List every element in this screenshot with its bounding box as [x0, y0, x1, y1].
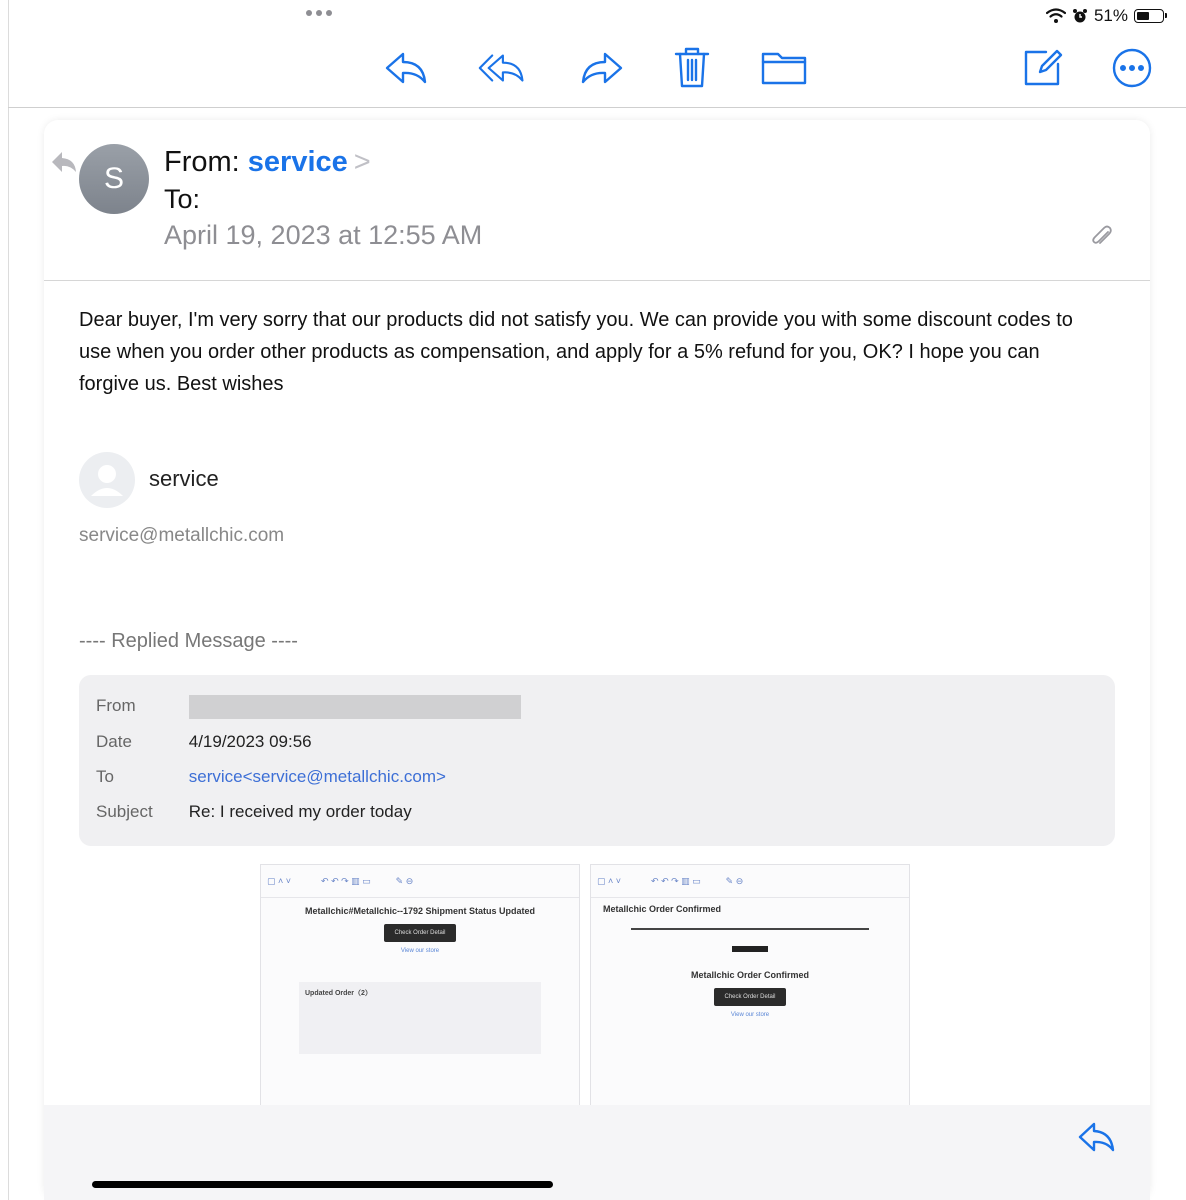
signature-name: service — [149, 466, 219, 491]
person-icon — [79, 452, 135, 508]
more-icon — [1110, 46, 1154, 90]
forward-button[interactable] — [578, 44, 626, 92]
message-date: April 19, 2023 at 12:55 AM — [164, 220, 483, 250]
mini-link: View our store — [400, 948, 440, 954]
toolbar-divider — [8, 107, 1186, 108]
header-divider — [44, 280, 1150, 281]
attachment-icon — [1090, 224, 1114, 250]
message-body: Dear buyer, I'm very sorry that our products did not satisfy you. We can provide you with some discount codes to use when you order other products as compensation, and apply for a 5% refund for you, OK? I hope you can forgive us. Best wishes — [79, 309, 1073, 395]
chevron-right-icon[interactable]: > — [353, 146, 371, 178]
mini-header: Metallchic Order Confirmed — [603, 904, 722, 914]
meta-from-label: From — [96, 696, 136, 716]
meta-subject-row — [96, 802, 412, 822]
reply-button[interactable] — [382, 44, 430, 92]
meta-date-value: 4/19/2023 09:56 — [188, 732, 312, 751]
status-bar — [1046, 6, 1164, 26]
mini-logo — [732, 946, 768, 952]
trash-button[interactable] — [668, 44, 716, 92]
mini-toolbar: ▢ ˄ ˅ ↶ ↶ ↷ ▥ ▭ ✎ ⊖ — [591, 865, 909, 898]
battery-icon — [1134, 9, 1164, 23]
alarm-icon — [1072, 8, 1088, 24]
sender-avatar[interactable]: S — [79, 144, 149, 214]
reply-icon — [383, 48, 429, 88]
signature-email[interactable]: service@metallchic.com — [79, 525, 285, 546]
move-to-folder-button[interactable] — [760, 44, 808, 92]
message-card — [44, 120, 1150, 1200]
mini-button: Check Order Detail — [384, 924, 456, 942]
home-indicator[interactable] — [92, 1181, 553, 1188]
battery-percent: 51% — [1093, 6, 1128, 25]
mini-toolbar: ▢ ˄ ˅ ↶ ↶ ↷ ▥ ▭ ✎ ⊖ — [261, 865, 579, 898]
meta-to-row — [96, 767, 446, 787]
replied-message-header: ---- Replied Message ---- — [79, 630, 298, 652]
attached-screenshot-shipment[interactable] — [260, 864, 580, 1106]
mail-toolbar — [0, 30, 1186, 108]
multitasking-dots[interactable] — [306, 10, 332, 16]
replied-meta-box — [79, 675, 1115, 846]
mini-section: Updated Order（2） — [299, 982, 541, 1054]
mini-rule — [631, 928, 869, 930]
meta-subject-label: Subject — [96, 802, 153, 821]
meta-date-row — [96, 732, 312, 752]
trash-icon — [672, 46, 712, 90]
to-label: To: — [164, 184, 201, 214]
mini-button: Check Order Detail — [714, 988, 786, 1006]
sender-name[interactable]: service — [247, 146, 348, 178]
folder-icon — [760, 49, 808, 87]
compose-icon — [1020, 46, 1064, 90]
attached-screenshot-confirmed[interactable] — [590, 864, 910, 1106]
meta-from-row — [96, 695, 521, 719]
redacted-sender — [189, 695, 521, 719]
replied-indicator-icon — [50, 150, 78, 174]
compose-button[interactable] — [1018, 44, 1066, 92]
more-button[interactable] — [1108, 44, 1156, 92]
mini-title: Metallchic Order Confirmed — [690, 970, 810, 980]
meta-to-label: To — [96, 767, 114, 786]
window-edge — [8, 0, 9, 1200]
signature-avatar — [79, 452, 135, 508]
meta-subject-value: Re: I received my order today — [188, 802, 412, 821]
mini-title: Metallchic#Metallchic--1792 Shipment Status Updated — [304, 906, 536, 916]
from-line — [164, 146, 371, 179]
mini-link: View our store — [730, 1012, 770, 1018]
meta-date-label: Date — [96, 732, 132, 751]
reply-icon[interactable] — [1076, 1119, 1116, 1155]
reply-all-button[interactable] — [478, 44, 526, 92]
reply-all-icon — [478, 48, 526, 88]
wifi-icon — [1046, 8, 1066, 24]
from-label: From: — [164, 146, 240, 178]
forward-icon — [579, 48, 625, 88]
meta-to-value[interactable]: service<service@metallchic.com> — [188, 767, 446, 786]
